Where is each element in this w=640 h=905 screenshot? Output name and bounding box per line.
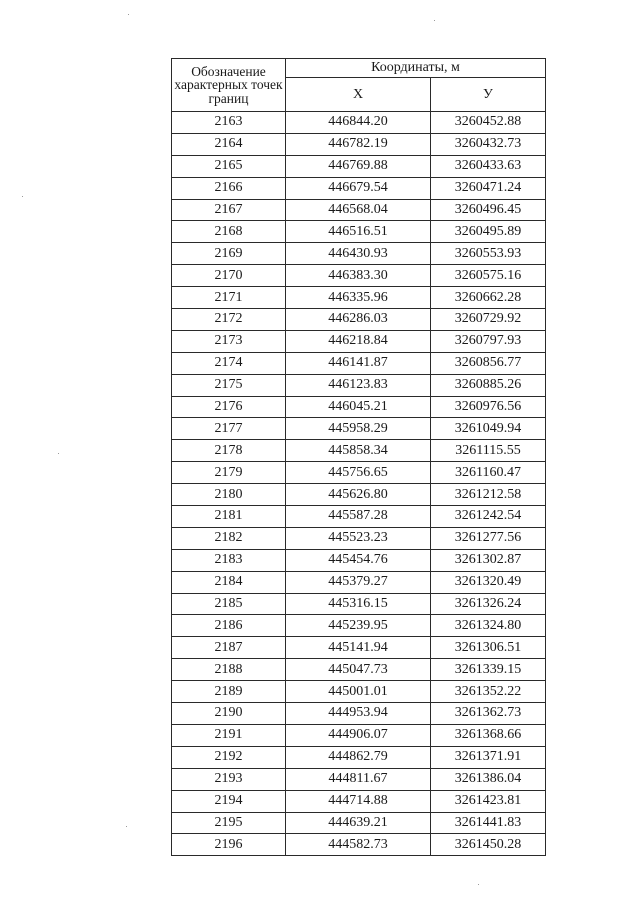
x-coordinate-cell: 444582.73	[286, 834, 431, 856]
x-coordinate-cell: 446383.30	[286, 265, 431, 287]
x-coordinate-cell: 444714.88	[286, 790, 431, 812]
table-row	[172, 309, 546, 331]
table-row	[172, 177, 546, 199]
point-id-cell: 2165	[172, 155, 286, 177]
x-coordinate-cell: 445454.76	[286, 549, 431, 571]
point-id-cell: 2164	[172, 133, 286, 155]
table-row	[172, 506, 546, 528]
y-coordinate-cell: 3261242.54	[431, 506, 546, 528]
table-row	[172, 527, 546, 549]
point-id-cell: 2168	[172, 221, 286, 243]
point-id-cell: 2173	[172, 330, 286, 352]
x-coordinate-cell: 445047.73	[286, 659, 431, 681]
point-id-cell: 2178	[172, 440, 286, 462]
y-coordinate-cell: 3261450.28	[431, 834, 546, 856]
table-row	[172, 790, 546, 812]
y-coordinate-cell: 3261441.83	[431, 812, 546, 834]
y-coordinate-cell: 3261339.15	[431, 659, 546, 681]
y-coordinate-cell: 3260797.93	[431, 330, 546, 352]
header-designation: Обозначение характерных точек границ	[172, 59, 286, 112]
scan-speck	[126, 826, 127, 827]
x-coordinate-cell: 445239.95	[286, 615, 431, 637]
point-id-cell: 2191	[172, 724, 286, 746]
coordinates-table	[171, 58, 546, 856]
y-coordinate-cell: 3261423.81	[431, 790, 546, 812]
point-id-cell: 2177	[172, 418, 286, 440]
y-coordinate-cell: 3260553.93	[431, 243, 546, 265]
y-coordinate-cell: 3261212.58	[431, 484, 546, 506]
table-row	[172, 418, 546, 440]
table-row	[172, 659, 546, 681]
y-coordinate-cell: 3261371.91	[431, 746, 546, 768]
header-y: У	[431, 78, 546, 112]
x-coordinate-cell: 446782.19	[286, 133, 431, 155]
point-id-cell: 2179	[172, 462, 286, 484]
y-coordinate-cell: 3261115.55	[431, 440, 546, 462]
x-coordinate-cell: 446516.51	[286, 221, 431, 243]
y-coordinate-cell: 3261326.24	[431, 593, 546, 615]
table-row	[172, 243, 546, 265]
x-coordinate-cell: 446141.87	[286, 352, 431, 374]
y-coordinate-cell: 3261352.22	[431, 681, 546, 703]
table-row	[172, 703, 546, 725]
y-coordinate-cell: 3261049.94	[431, 418, 546, 440]
scan-speck	[58, 453, 59, 454]
table-row	[172, 330, 546, 352]
table-row	[172, 681, 546, 703]
table-row	[172, 221, 546, 243]
x-coordinate-cell: 446430.93	[286, 243, 431, 265]
x-coordinate-cell: 444811.67	[286, 768, 431, 790]
x-coordinate-cell: 445379.27	[286, 571, 431, 593]
y-coordinate-cell: 3260662.28	[431, 287, 546, 309]
y-coordinate-cell: 3260432.73	[431, 133, 546, 155]
table-row	[172, 199, 546, 221]
table-row	[172, 746, 546, 768]
table-row	[172, 768, 546, 790]
x-coordinate-cell: 446679.54	[286, 177, 431, 199]
table-body	[172, 112, 546, 856]
table-row	[172, 593, 546, 615]
point-id-cell: 2183	[172, 549, 286, 571]
y-coordinate-cell: 3260885.26	[431, 374, 546, 396]
x-coordinate-cell: 445523.23	[286, 527, 431, 549]
y-coordinate-cell: 3260433.63	[431, 155, 546, 177]
point-id-cell: 2185	[172, 593, 286, 615]
table-row	[172, 265, 546, 287]
table-row	[172, 571, 546, 593]
table-row	[172, 549, 546, 571]
table-row	[172, 155, 546, 177]
table-row	[172, 440, 546, 462]
point-id-cell: 2176	[172, 396, 286, 418]
table-row	[172, 396, 546, 418]
x-coordinate-cell: 444639.21	[286, 812, 431, 834]
x-coordinate-cell: 446568.04	[286, 199, 431, 221]
point-id-cell: 2194	[172, 790, 286, 812]
scan-speck	[478, 884, 479, 885]
y-coordinate-cell: 3261160.47	[431, 462, 546, 484]
y-coordinate-cell: 3261362.73	[431, 703, 546, 725]
point-id-cell: 2172	[172, 309, 286, 331]
x-coordinate-cell: 445858.34	[286, 440, 431, 462]
y-coordinate-cell: 3260729.92	[431, 309, 546, 331]
x-coordinate-cell: 445001.01	[286, 681, 431, 703]
x-coordinate-cell: 445587.28	[286, 506, 431, 528]
table-row	[172, 374, 546, 396]
x-coordinate-cell: 444953.94	[286, 703, 431, 725]
point-id-cell: 2195	[172, 812, 286, 834]
table-row	[172, 724, 546, 746]
x-coordinate-cell: 446335.96	[286, 287, 431, 309]
x-coordinate-cell: 444862.79	[286, 746, 431, 768]
y-coordinate-cell: 3260856.77	[431, 352, 546, 374]
y-coordinate-cell: 3260495.89	[431, 221, 546, 243]
y-coordinate-cell: 3260575.16	[431, 265, 546, 287]
y-coordinate-cell: 3261306.51	[431, 637, 546, 659]
point-id-cell: 2186	[172, 615, 286, 637]
x-coordinate-cell: 446769.88	[286, 155, 431, 177]
y-coordinate-cell: 3260452.88	[431, 112, 546, 134]
y-coordinate-cell: 3261324.80	[431, 615, 546, 637]
y-coordinate-cell: 3261368.66	[431, 724, 546, 746]
y-coordinate-cell: 3261302.87	[431, 549, 546, 571]
x-coordinate-cell: 446045.21	[286, 396, 431, 418]
table-row	[172, 112, 546, 134]
y-coordinate-cell: 3261277.56	[431, 527, 546, 549]
x-coordinate-cell: 445316.15	[286, 593, 431, 615]
table-row	[172, 637, 546, 659]
x-coordinate-cell: 446123.83	[286, 374, 431, 396]
point-id-cell: 2166	[172, 177, 286, 199]
scan-speck	[128, 14, 129, 15]
point-id-cell: 2184	[172, 571, 286, 593]
scan-speck	[22, 196, 23, 197]
point-id-cell: 2192	[172, 746, 286, 768]
table-row	[172, 484, 546, 506]
header-x: X	[286, 78, 431, 112]
y-coordinate-cell: 3260976.56	[431, 396, 546, 418]
point-id-cell: 2171	[172, 287, 286, 309]
x-coordinate-cell: 445626.80	[286, 484, 431, 506]
point-id-cell: 2169	[172, 243, 286, 265]
y-coordinate-cell: 3261386.04	[431, 768, 546, 790]
point-id-cell: 2167	[172, 199, 286, 221]
scan-speck	[434, 20, 435, 21]
x-coordinate-cell: 446218.84	[286, 330, 431, 352]
table-row	[172, 287, 546, 309]
point-id-cell: 2180	[172, 484, 286, 506]
point-id-cell: 2190	[172, 703, 286, 725]
x-coordinate-cell: 445756.65	[286, 462, 431, 484]
point-id-cell: 2187	[172, 637, 286, 659]
table-row	[172, 133, 546, 155]
point-id-cell: 2170	[172, 265, 286, 287]
y-coordinate-cell: 3261320.49	[431, 571, 546, 593]
y-coordinate-cell: 3260496.45	[431, 199, 546, 221]
x-coordinate-cell: 445958.29	[286, 418, 431, 440]
x-coordinate-cell: 444906.07	[286, 724, 431, 746]
table-row	[172, 352, 546, 374]
table-row	[172, 615, 546, 637]
y-coordinate-cell: 3260471.24	[431, 177, 546, 199]
point-id-cell: 2189	[172, 681, 286, 703]
x-coordinate-cell: 445141.94	[286, 637, 431, 659]
header-coordinates: Координаты, м	[286, 59, 546, 78]
point-id-cell: 2175	[172, 374, 286, 396]
point-id-cell: 2182	[172, 527, 286, 549]
point-id-cell: 2163	[172, 112, 286, 134]
table-row	[172, 812, 546, 834]
point-id-cell: 2188	[172, 659, 286, 681]
x-coordinate-cell: 446844.20	[286, 112, 431, 134]
point-id-cell: 2193	[172, 768, 286, 790]
table-row	[172, 834, 546, 856]
x-coordinate-cell: 446286.03	[286, 309, 431, 331]
point-id-cell: 2174	[172, 352, 286, 374]
point-id-cell: 2181	[172, 506, 286, 528]
point-id-cell: 2196	[172, 834, 286, 856]
table-row	[172, 462, 546, 484]
